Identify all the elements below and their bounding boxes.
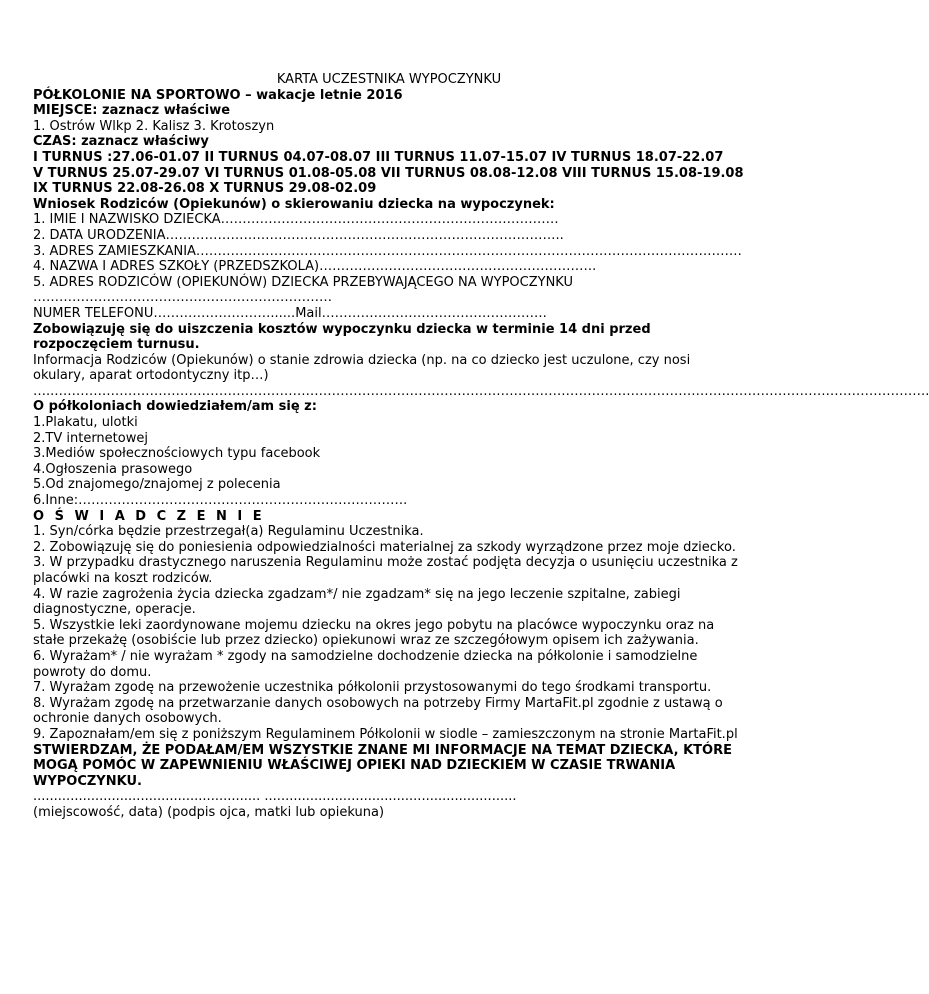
declaration-item: 3. W przypadku drastycznego naruszenia Regulaminu może zostać podjęta decyzja o usunięciu uczestnika z placówki na koszt rodziców. <box>33 555 738 586</box>
declaration-item: 7. Wyrażam zgodę na przewożenie uczestnika półkolonii przystosowanymi do tego środkami transportu. <box>33 680 712 696</box>
place-options: 1. Ostrów Wlkp 2. Kalisz 3. Krotoszyn <box>33 118 275 134</box>
source-item: 1.Plakatu, ulotki <box>33 415 138 431</box>
source-item: 3.Mediów społecznościowych typu facebook <box>33 446 321 462</box>
form-line-parents-address-dots: …………………………………………………………… <box>33 290 332 306</box>
declaration-item: 6. Wyrażam* / nie wyrażam * zgody na samodzielne dochodzenie dziecka na półkolonie i samodzielne powroty do domu. <box>33 648 698 680</box>
time-header: CZAS: zaznacz właściwy <box>33 134 209 150</box>
declaration-item: 8. Wyrażam zgodę na przetwarzanie danych osobowych na potrzeby Firmy MartaFit.pl zgodnie z ustawą o ochronie danych osobowych. <box>33 695 723 727</box>
health-info: Informacja Rodziców (Opiekunów) o stanie zdrowia dziecka (np. na co dziecko jest uczulone, czy nosi okulary, aparat ortodontyczny itp…) <box>33 352 691 384</box>
source-item: 2.TV internetowej <box>33 430 148 446</box>
declaration-item: 1. Syn/córka będzie przestrzegał(a) Regulaminu Uczestnika. <box>33 524 424 540</box>
form-line-address: 3. ADRES ZAMIESZKANIA……………………………………………………………………………………………………………… <box>33 243 742 259</box>
declaration-item: 9. Zapoznałam/em się z poniższym Regulaminem Półkolonii w siodle – zamieszczonym na stronie MartaFit.pl <box>33 726 738 742</box>
costs-statement: Zobowiązuję się do uiszczenia kosztów wypoczynku dziecka w terminie 14 dni przed rozpoczęciem turnusu. <box>33 321 651 353</box>
turnus-line: V TURNUS 25.07-29.07 VI TURNUS 01.08-05.08 VII TURNUS 08.08-12.08 VIII TURNUS 15.08-19.08 <box>33 165 744 181</box>
source-item: 6.Inne:…………………………………………………………………. <box>33 493 408 509</box>
final-statement: STWIERDZAM, ŻE PODAŁAM/EM WSZYSTKIE ZNANE MI INFORMACJE NA TEMAT DZIECKA, KTÓRE MOGĄ POMÓC W ZAPEWNIENIU WŁAŚCIWEJ OPIEKI NAD DZIECKIEM W CZASIE TRWANIA WYPOCZYNKU. <box>33 742 732 789</box>
declaration-item: 5. Wszystkie leki zaordynowane mojemu dziecku na okres jego pobytu na placówce wypoczynku oraz na stałe przekażę (osobiście lub przez dziecko) opiekunowi wraz ze szczegółowym opisem ich zażywania. <box>33 617 715 649</box>
document-title: KARTA UCZESTNIKA WYPOCZYNKU <box>276 72 502 87</box>
signature-label: (miejscowość, data) (podpis ojca, matki lub opiekuna) <box>33 804 385 820</box>
form-line-parents-address: 5. ADRES RODZICÓW (OPIEKUNÓW) DZIECKA PRZEBYWAJĄCEGO NA WYPOCZYNKU <box>33 274 574 290</box>
place-header: MIEJSCE: zaznacz właściwe <box>33 103 231 119</box>
declaration-item: 2. Zobowiązuję się do poniesienia odpowiedzialności materialnej za szkody wyrządzone przez moje dziecko. <box>33 539 736 555</box>
form-line-child-name: 1. IMIE I NAZWISKO DZIECKA…………………………………………………………………… <box>33 212 559 228</box>
document-page <box>33 72 929 821</box>
form-line-birth-date: 2. DATA URODZENIA……………………………………………………………………………….. <box>33 227 564 243</box>
signature-dots: ....................................................... ............................................................. <box>33 789 517 805</box>
source-item: 5.Od znajomego/znajomej z polecenia <box>33 477 281 493</box>
event-name: PÓŁKOLONIE NA SPORTOWO – wakacje letnie 2016 <box>33 87 403 103</box>
health-dots: …..…………………………………………………………………………………………………………………………………………………………………………………. <box>33 383 929 399</box>
form-line-phone-mail: NUMER TELEFONU………………………......Mail……………………………………………. <box>33 305 547 321</box>
declaration-item: 4. W razie zagrożenia życia dziecka zgadzam*/ nie zgadzam* się na jego leczenie szpitalne, zabiegi diagnostyczne, operacje. <box>33 586 681 618</box>
declaration-header: O Ś W I A D C Z E N I E <box>33 508 265 524</box>
source-item: 4.Ogłoszenia prasowego <box>33 461 193 477</box>
source-header: O półkoloniach dowiedziałem/am się z: <box>33 399 317 415</box>
turnus-line: IX TURNUS 22.08-26.08 X TURNUS 29.08-02.09 <box>33 181 377 197</box>
request-header: Wniosek Rodziców (Opiekunów) o skierowaniu dziecka na wypoczynek: <box>33 196 555 212</box>
form-line-school: 4. NAZWA I ADRES SZKOŁY (PRZEDSZKOLA)………………………………………………………. <box>33 259 597 275</box>
turnus-line: I TURNUS :27.06-01.07 II TURNUS 04.07-08.07 III TURNUS 11.07-15.07 IV TURNUS 18.07-22.07 <box>33 149 724 165</box>
